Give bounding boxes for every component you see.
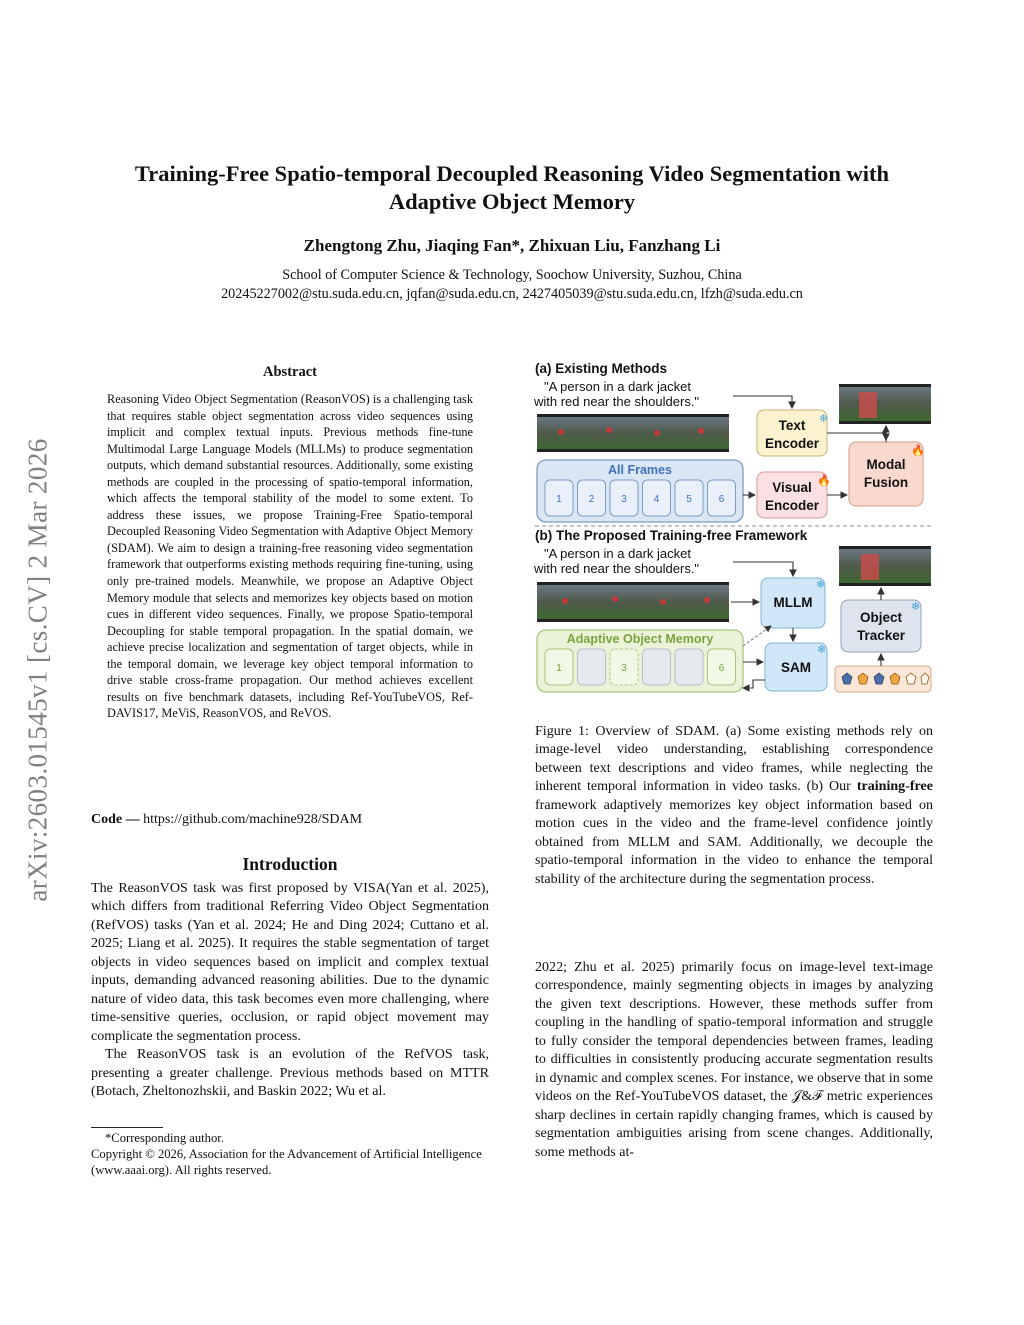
- introduction-heading: Introduction: [242, 854, 338, 874]
- intro-paragraph-2: The ReasonVOS task is an evolution of the RefVOS task, presenting a greater challenge. Previous methods based on MTTR (Botach, Zheltonozhskii, and Baskin 2022; Wu et al.: [91, 1046, 489, 1099]
- query-b-line-2: with red near the shoulders.": [534, 561, 700, 576]
- frozen-icon: ❄: [816, 579, 826, 591]
- title-line-1: Training-Free Spatio-temporal Decoupled Reasoning Video Segmentation with: [134, 161, 890, 186]
- all-frames-label: All Frames: [608, 463, 672, 477]
- object-tracker-box: [841, 600, 921, 652]
- paper-title: [80, 160, 944, 216]
- text-encoder-label-1: Text: [778, 418, 806, 433]
- code-line: [91, 812, 489, 828]
- introduction-left-column: [91, 879, 489, 1100]
- caption-bold: training-free: [856, 778, 934, 795]
- frame-cell-number: 4: [653, 494, 660, 505]
- memory-cell-number: 3: [621, 663, 627, 674]
- modal-fusion-label-1: Modal: [866, 457, 906, 472]
- modal-fusion-label-2: Fusion: [863, 475, 909, 490]
- visual-encoder-label-1: Visual: [772, 480, 812, 495]
- query-a-line-2: with red near the shoulders.": [534, 394, 700, 409]
- memory-cell: [578, 649, 606, 685]
- footnote-rule: [91, 1127, 163, 1128]
- object-tracker-label-2: Tracker: [856, 628, 906, 643]
- frame-cell-number: 5: [686, 494, 692, 505]
- corresponding-note: *Corresponding author.: [105, 1131, 224, 1145]
- memory-cell-number: 1: [556, 663, 562, 674]
- code-link[interactable]: https://github.com/machine928/SDAM: [143, 812, 363, 827]
- text-encoder-label-2: Encoder: [764, 436, 820, 451]
- code-label: Code —: [91, 812, 140, 827]
- abstract-text: Reasoning Video Object Segmentation (ReasonVOS) is a challenging task that requires stable object segmentation across video sequences using implicit and complex textual inputs. Previous methods fine-tune Multimodal Large Language Models (MLLMs) to produce segmentation outputs, which demand substantial resources. Additionally, some existing methods are coupled in the processing of spatio-temporal information, which affects the temporal stability of the model to some extent. To address these issues, we propose Training-Free Spatio-temporal Decoupled Reasoning Video Segmentation with Adaptive Object Memory (SDAM). We aim to design a training-free reasoning video segmentation framework that outperforms existing methods requiring fine-tuning, using only pre-trained models. Meanwhile, we propose an Adaptive Object Memory module that selects and memorizes key objects based on motion cues in different video sequences. Finally, we propose Spatio-temporal Decoupling for stable temporal propagation. In the spatial domain, we achieve precise localization and segmentation of target objects, while in the temporal domain, we leverage key object temporal information to drive stable cross-frame propagation. Our method achieves excellent results on five benchmark datasets, including Ref-YouTubeVOS, Ref-DAVIS17, MeViS, ReasonVOS, and ReVOS.: [107, 392, 473, 721]
- adaptive-memory-label: Adaptive Object Memory: [566, 632, 714, 646]
- mllm-label: MLLM: [773, 595, 813, 610]
- author-emails: 20245227002@stu.suda.edu.cn, jqfan@suda.edu.cn, 2427405039@stu.suda.edu.cn, lfzh@suda.edu.cn: [221, 286, 803, 302]
- query-a-line-1: "A person in a dark jacket: [544, 379, 691, 394]
- frozen-icon: ❄: [819, 413, 829, 425]
- title-line-2: Adaptive Object Memory: [388, 189, 636, 214]
- visual-encoder-label-2: Encoder: [764, 498, 820, 513]
- intro-paragraph-3: 2022; Zhu et al. 2025) primarily focus on image-level text-image correspondence, mainly segmenting objects in images by analyzing the given text descriptions. However, these methods suffer from coupling in the handling of spatio-temporal information and struggle to fully consider the temporal dependencies between frames, leading to difficulties in consistently producing accurate segmentation results in dynamic and complex scenes. For instance, we observe that in some videos on the Ref-YouTubeVOS dataset, the 𝒥&ℱ metric experiences sharp declines in certain rapidly changing frames, which is caused by segmentation ambiguities arising from scene changes. Additionally, some methods at-: [535, 959, 933, 1160]
- figure-1-overview: [531, 356, 935, 698]
- intro-paragraph-1: The ReasonVOS task was first proposed by VISA(Yan et al. 2025), which differs from traditional Referring Video Object Segmentation (RefVOS) tasks (Yan et al. 2024; He and Ding 2024; Cuttano et al. 2025; Liang et al. 2025). It requires the stable segmentation of target objects in video sequences based on implicit and complex textual inputs, demanding advanced reasoning abilities. Due to the dynamic nature of video data, this task becomes even more challenging, where time-sensitive queries, occlusion, or rapid object movement may complicate the segmentation process.: [91, 880, 489, 1044]
- frame-cell-number: 1: [556, 494, 562, 505]
- trainable-icon: 🔥: [911, 445, 925, 457]
- frame-cell-number: 3: [621, 494, 627, 505]
- panel-b-label: (b) The Proposed Training-free Framework: [535, 528, 808, 543]
- caption-prefix: Figure 1: Overview of SDAM. (a) Some existing methods rely on image-level video understanding, establishing correspondence between text descriptions and video frames, while neglecting the inherent temporal information in video tasks. (b) Our: [535, 723, 933, 795]
- copyright-note: Copyright © 2026, Association for the Advancement of Artificial Intelligence (www.aaai.org). All rights reserved.: [91, 1147, 482, 1177]
- arxiv-id: arXiv:2603.01545v1 [cs.CV] 2 Mar 2026: [22, 438, 53, 902]
- frame-cell-number: 2: [588, 494, 595, 505]
- abstract-body: [107, 391, 473, 722]
- memory-cell-number: 6: [718, 663, 725, 674]
- panel-a-label: (a) Existing Methods: [535, 361, 668, 376]
- video-frames-strip-a: [537, 414, 729, 452]
- frame-cell-number: 6: [718, 494, 725, 505]
- output-frames-a: [839, 384, 931, 424]
- footnote: [91, 1130, 489, 1178]
- frozen-icon: ❄: [817, 644, 827, 656]
- abstract-heading: Abstract: [263, 364, 317, 380]
- introduction-right-column: [535, 958, 933, 1161]
- object-tracker-label-1: Object: [859, 610, 903, 625]
- affiliation-block: [60, 266, 964, 304]
- frozen-icon: ❄: [911, 601, 921, 613]
- arxiv-stamp: [18, 380, 58, 960]
- output-frames-b: [839, 546, 931, 586]
- memory-cell: [675, 649, 703, 685]
- trainable-icon: 🔥: [817, 475, 831, 487]
- affiliation: School of Computer Science & Technology, Soochow University, Suzhou, China: [282, 267, 742, 283]
- memory-cell: [643, 649, 671, 685]
- caption-suffix: framework adaptively memorizes key object information based on motion cues in the video and the frame-level confidence jointly obtained from MLLM and SAM. Additionally, we decouple the spatio-temporal information in the video to enhance the temporal stability of the architecture during the segmentation process.: [535, 796, 933, 887]
- sam-label: SAM: [781, 660, 811, 675]
- author-list: Zhengtong Zhu, Jiaqing Fan*, Zhixuan Liu, Fanzhang Li: [303, 236, 721, 255]
- query-b-line-1: "A person in a dark jacket: [544, 546, 691, 561]
- figure-1-caption: [535, 722, 933, 888]
- video-frames-strip-b: [537, 582, 729, 622]
